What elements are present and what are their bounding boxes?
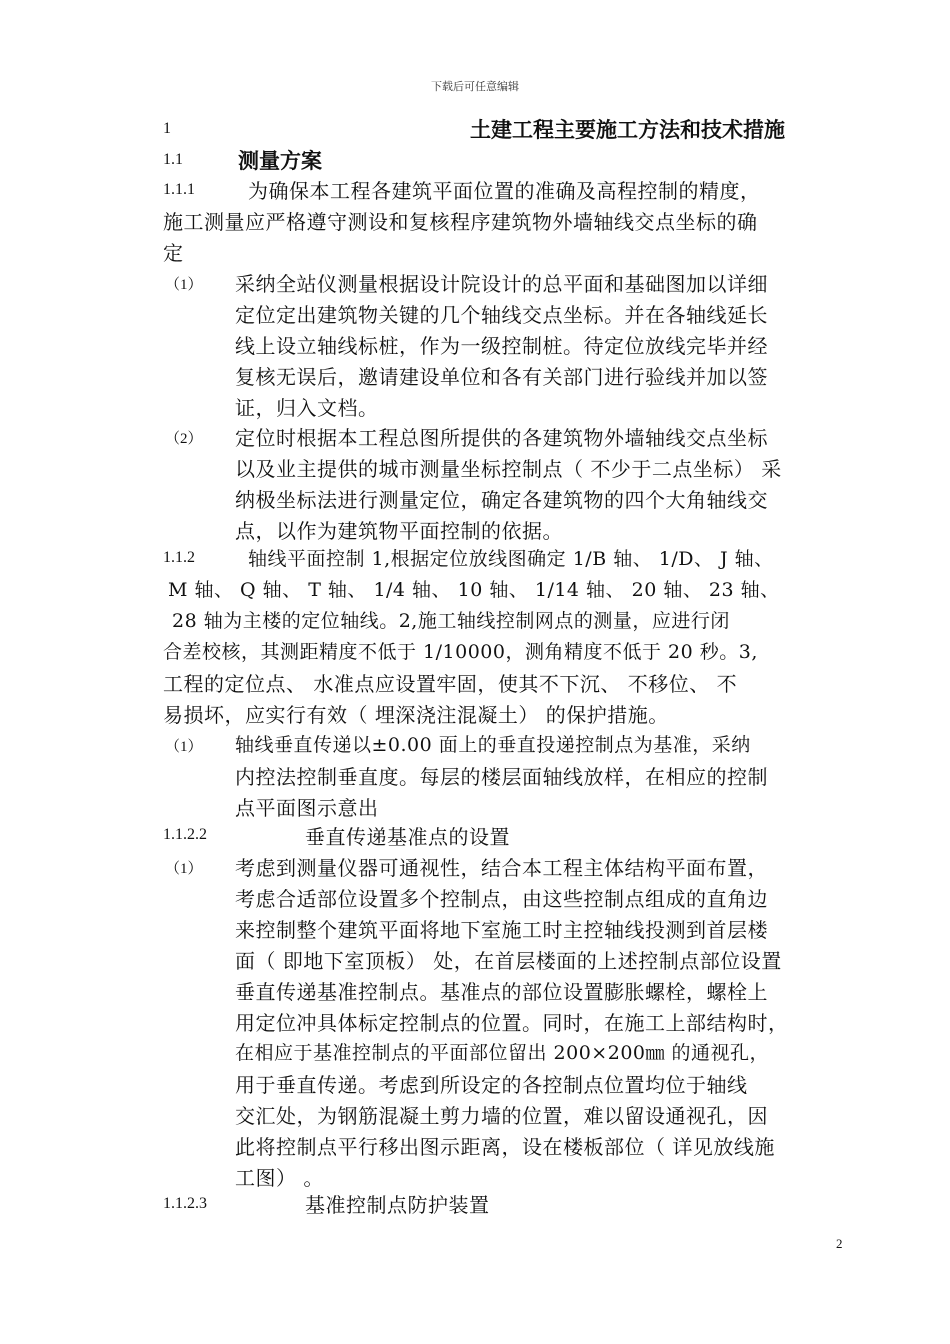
section-1-1-1-line: 为确保本工程各建筑平面位置的准确及高程控制的精度， — [248, 179, 761, 203]
list-item-line: 点，以作为建筑物平面控制的依据。 — [235, 519, 563, 543]
section-1-1-1-number: 1.1.1 — [163, 181, 195, 198]
section-1-1-2-line: 合差校核，其测距精度不低于 1/10000，测角精度不低于 20 秒。3, — [163, 641, 758, 663]
list-marker: （2） — [165, 431, 203, 447]
heading1-title: 土建工程主要施工方法和技术措施 — [470, 118, 785, 142]
list-item-line: 交汇处，为钢筋混凝土剪力墙的位置，难以留设通视孔，因 — [235, 1104, 768, 1128]
list-marker: （1） — [165, 861, 203, 877]
heading2-number: 1.1 — [163, 151, 183, 168]
page-number: 2 — [836, 1236, 843, 1251]
list-item-line: 以及业主提供的城市测量坐标控制点（ 不少于二点坐标） 采 — [235, 457, 782, 481]
list-item-line: 考虑到测量仪器可通视性，结合本工程主体结构平面布置， — [235, 856, 768, 880]
list-item-line: 证，归入文档。 — [235, 396, 379, 420]
section-1-1-2-2-title: 垂直传递基准点的设置 — [305, 825, 510, 849]
section-1-1-1-line: 定 — [163, 241, 184, 265]
section-1-1-2-2-number: 1.1.2.2 — [163, 826, 207, 843]
section-1-1-2-3-title: 基准控制点防护装置 — [305, 1193, 490, 1217]
list-item-line: 采纳全站仪测量根据设计院设计的总平面和基础图加以详细 — [235, 272, 768, 296]
heading2-title: 测量方案 — [238, 149, 322, 173]
page-header: 下载后可任意编辑 — [431, 80, 519, 93]
section-1-1-2-line: 易损坏，应实行有效（ 埋深浇注混凝土） 的保护措施。 — [163, 703, 669, 727]
section-1-1-2-number: 1.1.2 — [163, 549, 195, 566]
list-item-line: 面（ 即地下室顶板） 处，在首层楼面的上述控制点部位设置 — [235, 949, 782, 973]
list-item-line: 此将控制点平行移出图示距离，设在楼板部位（ 详见放线施 — [235, 1135, 775, 1159]
section-1-1-2-line: 28 轴为主楼的定位轴线。2,施工轴线控制网点的测量，应进行闭 — [172, 610, 730, 632]
list-item-line: 线上设立轴线标桩，作为一级控制桩。待定位放线完毕并经 — [235, 334, 768, 358]
section-1-1-2-line: 工程的定位点、 水准点应设置牢固，使其不下沉、 不移位、 不 — [163, 672, 738, 696]
list-item-line: 在相应于基准控制点的平面部位留出 200×200㎜ 的通视孔， — [235, 1042, 770, 1064]
list-item-line: 用定位冲具体标定控制点的位置。同时，在施工上部结构时， — [235, 1011, 789, 1035]
list-item-line: 考虑合适部位设置多个控制点，由这些控制点组成的直角边 — [235, 887, 768, 911]
list-item-line: 内控法控制垂直度。每层的楼层面轴线放样，在相应的控制 — [235, 765, 768, 789]
list-marker: （1） — [165, 739, 203, 755]
list-item-line: 复核无误后，邀请建设单位和各有关部门进行验线并加以签 — [235, 365, 768, 389]
section-1-1-2-3-number: 1.1.2.3 — [163, 1195, 207, 1212]
section-1-1-2-line: M 轴、 Q 轴、 T 轴、 1/4 轴、 10 轴、 1/14 轴、 20 轴、 23 轴、 — [168, 579, 780, 601]
list-item-line: 垂直传递基准控制点。基准点的部位设置膨胀螺栓，螺栓上 — [235, 980, 768, 1004]
list-item-line: 纳极坐标法进行测量定位，确定各建筑物的四个大角轴线交 — [235, 488, 768, 512]
list-item-line: 定位时根据本工程总图所提供的各建筑物外墙轴线交点坐标 — [235, 426, 768, 450]
section-1-1-2-line: 轴线平面控制 1,根据定位放线图确定 1/B 轴、 1/D、 J 轴、 — [248, 548, 774, 570]
list-item-line: 工图） 。 — [235, 1166, 324, 1190]
list-item-line: 定位定出建筑物关键的几个轴线交点坐标。并在各轴线延长 — [235, 303, 768, 327]
list-marker: （1） — [165, 277, 203, 293]
list-item-line: 用于垂直传递。考虑到所设定的各控制点位置均位于轴线 — [235, 1073, 748, 1097]
heading1-number: 1 — [163, 120, 171, 137]
list-item-line: 点平面图示意出 — [235, 796, 379, 820]
list-item-line: 来控制整个建筑平面将地下室施工时主控轴线投测到首层楼 — [235, 918, 768, 942]
section-1-1-1-line: 施工测量应严格遵守测设和复核程序建筑物外墙轴线交点坐标的确 — [163, 210, 758, 234]
list-item-line: 轴线垂直传递以±0.00 面上的垂直投递控制点为基准，采纳 — [235, 734, 751, 756]
